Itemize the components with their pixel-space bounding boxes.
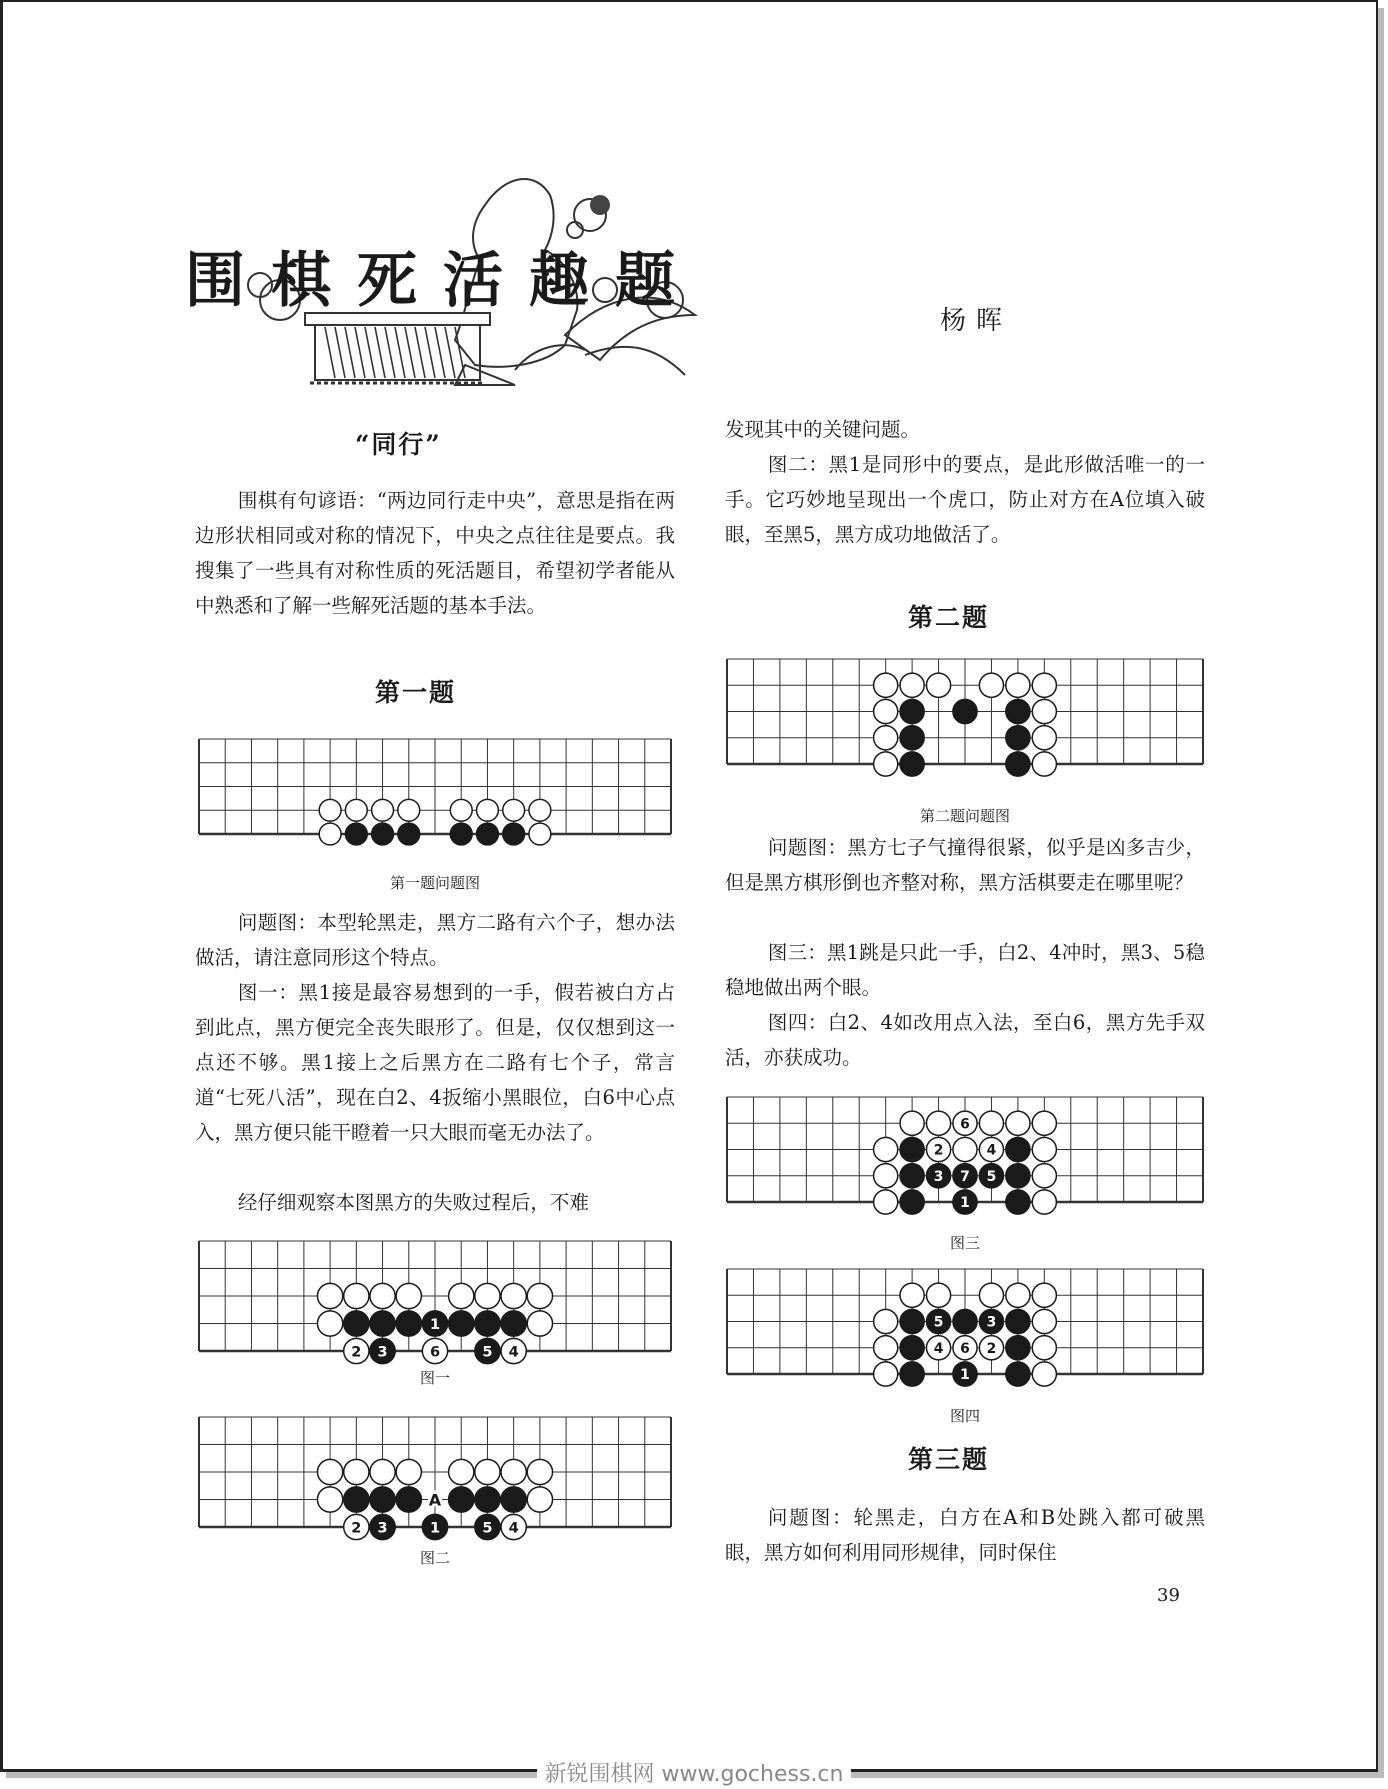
black-stone-1 <box>422 1514 447 1539</box>
board-problem2 <box>725 655 1205 780</box>
black-stone <box>372 823 394 845</box>
white-stone-2 <box>344 1338 369 1363</box>
svg-text:4: 4 <box>986 1142 997 1159</box>
white-stone <box>1032 1190 1056 1214</box>
figure1-caption: 图一 <box>419 1369 450 1387</box>
white-stone-4 <box>926 1336 950 1360</box>
board-figure3 <box>725 1093 1205 1218</box>
problem2-title: 第二题 <box>908 603 990 632</box>
svg-text:5: 5 <box>482 1520 493 1537</box>
intro-paragraph: 围棋有句谚语：“两边同行走中央”，意思是指在两边形状相同或对称的情况下，中央之点往往是要点。我搜集了一些具有对称性质的死活题目，希望初学者能从中熟悉和了解一些解死活题的基本手法。 <box>195 489 675 617</box>
svg-text:6: 6 <box>960 1340 970 1357</box>
black-stone <box>477 823 499 845</box>
svg-text:1: 1 <box>960 1367 970 1384</box>
black-stone <box>900 1362 924 1386</box>
svg-text:4: 4 <box>933 1340 944 1357</box>
problem1-title: 第一题 <box>375 678 457 707</box>
title-text <box>185 233 805 319</box>
problem3-text: 问题图：轮黑走，白方在A和B处跳入都可破黑眼，黑方如何利用同形规律，同时保住 <box>725 1506 1205 1564</box>
black-stone <box>1006 699 1030 723</box>
white-stone <box>874 1362 898 1386</box>
black-stone <box>1006 726 1030 750</box>
white-stone <box>449 1283 474 1308</box>
white-stone <box>1032 1164 1056 1188</box>
black-stone <box>953 699 977 723</box>
white-stone <box>370 1283 395 1308</box>
white-stone <box>979 673 1003 697</box>
board-problem1 <box>197 735 673 850</box>
black-stone <box>450 823 472 845</box>
black-stone <box>1006 1362 1030 1386</box>
white-stone <box>1032 699 1056 723</box>
page-shadow-right <box>1378 8 1384 1778</box>
title-char-4: 活 <box>443 246 529 316</box>
white-stone <box>396 1459 421 1484</box>
black-stone <box>396 1487 421 1512</box>
continued-text: 发现其中的关键问题。 <box>725 418 921 441</box>
problem1-caption: 第一题问题图 <box>389 874 480 892</box>
white-stone <box>344 1459 369 1484</box>
svg-text:4: 4 <box>508 1344 519 1361</box>
black-stone-3 <box>979 1309 1003 1333</box>
board-mark-A: A <box>428 1490 442 1510</box>
black-stone <box>396 1311 421 1336</box>
black-stone <box>449 1487 474 1512</box>
white-stone <box>1006 673 1030 697</box>
white-stone-4 <box>501 1514 526 1539</box>
svg-text:5: 5 <box>986 1168 997 1185</box>
white-stone <box>529 823 551 845</box>
black-stone <box>344 1311 369 1336</box>
black-stone <box>900 726 924 750</box>
black-stone <box>1006 1164 1030 1188</box>
board-grid <box>199 1417 671 1527</box>
black-stone <box>1006 1336 1030 1360</box>
black-stone <box>900 752 924 776</box>
black-stone-7 <box>953 1164 977 1188</box>
white-stone <box>319 799 341 821</box>
white-stone <box>475 1283 500 1308</box>
white-stone <box>874 1309 898 1333</box>
board-grid <box>199 739 671 834</box>
white-stone <box>317 1283 342 1308</box>
white-stone <box>345 799 367 821</box>
white-stone <box>344 1283 369 1308</box>
board-figure1 <box>197 1237 673 1367</box>
svg-text:3: 3 <box>377 1520 388 1537</box>
svg-text:2: 2 <box>351 1520 362 1537</box>
section-title-tongxing: “同行” <box>355 430 442 459</box>
black-stone <box>900 1164 924 1188</box>
white-stone-4 <box>979 1137 1003 1161</box>
white-stone-2 <box>344 1514 369 1539</box>
white-stone <box>450 799 472 821</box>
black-stone <box>900 1309 924 1333</box>
problem1-text: 问题图：本型轮黑走，黑方二路有六个子，想办法做活，请注意同形这个特点。 <box>195 911 675 969</box>
black-stone-5 <box>475 1338 500 1363</box>
white-stone <box>317 1459 342 1484</box>
problem2-caption: 第二题问题图 <box>919 807 1010 825</box>
black-stone <box>370 1487 395 1512</box>
svg-text:6: 6 <box>960 1116 970 1133</box>
black-stone <box>475 1311 500 1336</box>
white-stone <box>1032 673 1056 697</box>
black-stone <box>475 1487 500 1512</box>
white-stone-2 <box>926 1137 950 1161</box>
white-stone <box>527 1459 552 1484</box>
white-stone <box>979 1111 1003 1135</box>
black-stone <box>345 823 367 845</box>
white-stone <box>979 1283 1003 1307</box>
author-name: 杨晖 <box>940 306 1013 336</box>
white-stone <box>1032 726 1056 750</box>
white-stone <box>953 1137 977 1161</box>
white-stone <box>874 1336 898 1360</box>
black-stone <box>398 823 420 845</box>
figure2-text: 图二：黑1是同形中的要点，是此形做活唯一的一手。它巧妙地呈现出一个虎口，防止对方在A位填入破眼，至黑5，黑方成功地做活了。 <box>725 453 1205 546</box>
white-stone <box>319 823 341 845</box>
black-stone-5 <box>926 1309 950 1333</box>
problem2-text: 问题图：黑方七子气撞得很紧，似乎是凶多吉少，但是黑方棋形倒也齐整对称，黑方活棋要走在哪里呢？ <box>725 836 1205 894</box>
problem3-title: 第三题 <box>908 1445 990 1474</box>
figure4-caption: 图四 <box>949 1407 980 1425</box>
white-stone <box>1032 1362 1056 1386</box>
white-stone <box>527 1283 552 1308</box>
white-stone <box>1032 752 1056 776</box>
footer-watermark <box>0 1757 1388 1788</box>
white-stone <box>874 726 898 750</box>
white-stone <box>527 1487 552 1512</box>
svg-text:1: 1 <box>960 1195 970 1212</box>
black-stone <box>370 1311 395 1336</box>
white-stone <box>874 1137 898 1161</box>
black-stone <box>1006 752 1030 776</box>
white-stone <box>449 1459 474 1484</box>
title-char-6: 题 <box>615 246 701 316</box>
white-stone <box>874 699 898 723</box>
svg-text:3: 3 <box>933 1168 944 1185</box>
svg-text:2: 2 <box>986 1340 997 1357</box>
white-stone <box>1032 1137 1056 1161</box>
figure1-text: 图一：黑1接是最容易想到的一手，假若被白方占到此点，黑方便完全丧失眼形了。但是，仅仅想到这一点还不够。黑1接上之后黑方在二路有七个子，常言道“七死八活”，现在白2、4扳缩小黑眼位，白6中心点入，黑方便只能干瞪着一只大眼而毫无办法了。 <box>195 981 675 1144</box>
title-banner <box>185 165 785 405</box>
black-stone-3 <box>370 1338 395 1363</box>
svg-text:4: 4 <box>508 1520 519 1537</box>
black-stone <box>449 1311 474 1336</box>
white-stone-6 <box>422 1338 447 1363</box>
title-char-2: 棋 <box>271 246 357 316</box>
white-stone <box>398 799 420 821</box>
svg-text:3: 3 <box>377 1344 388 1361</box>
white-stone <box>317 1487 342 1512</box>
white-stone <box>396 1283 421 1308</box>
black-stone <box>1006 1309 1030 1333</box>
white-stone <box>370 1459 395 1484</box>
black-stone <box>344 1487 369 1512</box>
black-stone <box>900 699 924 723</box>
black-stone-5 <box>475 1514 500 1539</box>
title-char-1: 围 <box>185 246 271 316</box>
black-stone <box>953 1309 977 1333</box>
svg-text:5: 5 <box>482 1344 493 1361</box>
white-stone <box>900 1283 924 1307</box>
board-figure4 <box>725 1265 1205 1390</box>
white-stone <box>1032 1283 1056 1307</box>
white-stone <box>1032 1111 1056 1135</box>
white-stone <box>503 799 525 821</box>
white-stone <box>501 1459 526 1484</box>
svg-text:2: 2 <box>351 1344 362 1361</box>
svg-text:6: 6 <box>429 1344 441 1361</box>
white-stone <box>527 1311 552 1336</box>
white-stone <box>874 752 898 776</box>
white-stone <box>372 799 394 821</box>
svg-text:2: 2 <box>933 1142 944 1159</box>
figure2-caption: 图二 <box>419 1549 450 1567</box>
svg-text:1: 1 <box>429 1520 441 1537</box>
svg-text:7: 7 <box>960 1168 970 1185</box>
svg-text:3: 3 <box>986 1314 997 1331</box>
black-stone-1 <box>953 1362 977 1386</box>
black-stone <box>900 1137 924 1161</box>
white-stone <box>529 799 551 821</box>
white-stone <box>926 1283 950 1307</box>
white-stone <box>475 1459 500 1484</box>
white-stone-6 <box>953 1336 977 1360</box>
svg-text:1: 1 <box>429 1316 441 1333</box>
white-stone <box>1032 1336 1056 1360</box>
black-stone-5 <box>979 1164 1003 1188</box>
title-char-3: 死 <box>357 246 443 316</box>
title-char-5: 趣 <box>529 246 615 316</box>
page-number: 39 <box>1157 1585 1180 1606</box>
white-stone-2 <box>979 1336 1003 1360</box>
white-stone <box>1032 1309 1056 1333</box>
black-stone-3 <box>370 1514 395 1539</box>
white-stone-6 <box>953 1111 977 1135</box>
white-stone <box>874 673 898 697</box>
figure4-text: 图四：白2、4如改用点入法，至白6，黑方先手双活，亦获成功。 <box>725 1011 1205 1069</box>
white-stone <box>900 1111 924 1135</box>
figure3-text: 图三：黑1跳是只此一手，白2、4冲时，黑3、5稳稳地做出两个眼。 <box>725 941 1205 999</box>
black-stone-1 <box>953 1190 977 1214</box>
black-stone <box>1006 1190 1030 1214</box>
black-stone <box>1006 1137 1030 1161</box>
black-stone <box>501 1487 526 1512</box>
white-stone-4 <box>501 1338 526 1363</box>
white-stone <box>477 799 499 821</box>
black-stone-1 <box>422 1311 447 1336</box>
white-stone <box>1006 1111 1030 1135</box>
white-stone <box>1006 1283 1030 1307</box>
black-stone <box>503 823 525 845</box>
white-stone <box>874 1164 898 1188</box>
black-stone <box>900 1190 924 1214</box>
footer-text: 新锐围棋网 www.gochess.cn <box>537 1762 852 1787</box>
white-stone <box>900 673 924 697</box>
white-stone <box>926 673 950 697</box>
black-stone <box>900 1336 924 1360</box>
board-figure2 <box>197 1413 673 1543</box>
white-stone <box>874 1190 898 1214</box>
figure1-text-continued: 经仔细观察本图黑方的失败过程后，不难 <box>237 1191 589 1214</box>
white-stone <box>926 1111 950 1135</box>
white-stone <box>317 1311 342 1336</box>
figure3-caption: 图三 <box>949 1234 980 1252</box>
white-stone <box>501 1283 526 1308</box>
svg-text:5: 5 <box>933 1314 944 1331</box>
black-stone <box>501 1311 526 1336</box>
black-stone-3 <box>926 1164 950 1188</box>
